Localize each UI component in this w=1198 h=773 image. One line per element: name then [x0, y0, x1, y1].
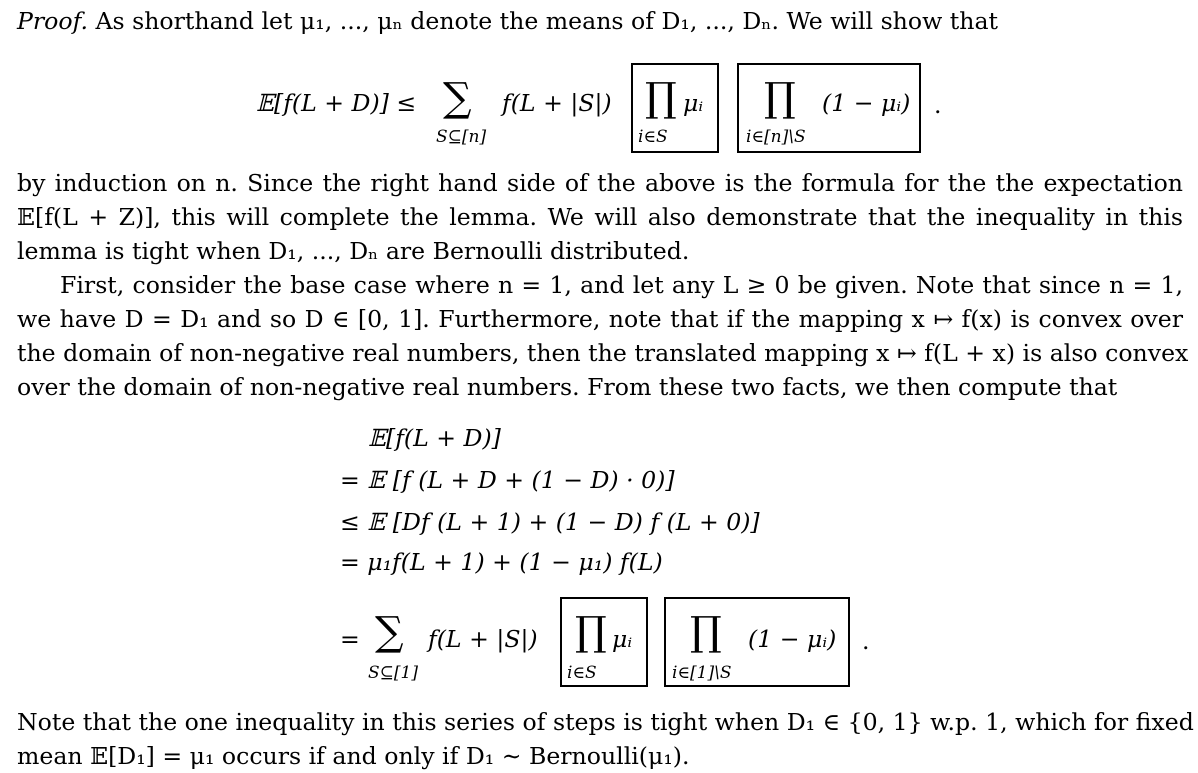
para3-line-2: mean 𝔼[D₁] = μ₁ occurs if and only if D₁ ∼ Bernoulli(μ₁). [17, 742, 690, 770]
eq1-term: f(L + |S|) [502, 89, 612, 117]
eq1-prod2-var: (1 − μᵢ) [822, 89, 911, 117]
eq2-prod1-subscript: i∈S [567, 663, 597, 683]
eq2-prod1-var: μᵢ [612, 625, 633, 653]
para1-line-3: lemma is tight when D₁, ..., Dₙ are Bernoulli distributed. [17, 237, 690, 265]
eq1-lhs: 𝔼[f(L + D)] ≤ [256, 89, 417, 117]
eq1-prod2-symbol: ∏ [764, 75, 796, 121]
eq2-prod2-symbol: ∏ [690, 609, 722, 655]
para2-line-3: the domain of non-negative real numbers, then the translated mapping x ↦ f(L + x) is also convex [17, 339, 1189, 367]
eq2-prod2-subscript: i∈[1]\S [672, 663, 732, 683]
eq1-prod1-subscript: i∈S [638, 127, 668, 147]
eq1-prod1-var: μᵢ [683, 89, 704, 117]
eq2-prod1-symbol: ∏ [575, 609, 607, 655]
para2-line-1: First, consider the base case where n = 1, and let any L ≥ 0 be given. Note that since n = 1, [60, 271, 1183, 299]
eq2-term: f(L + |S|) [428, 625, 538, 653]
eq1-sum-subscript: S⊆[n] [436, 127, 487, 147]
eq2-lhs: = [340, 625, 360, 653]
eq1-prod1-symbol: ∏ [645, 75, 677, 121]
eq2-prod2-var: (1 − μᵢ) [748, 625, 837, 653]
intro-line [17, 4, 1183, 38]
eq1-sum-symbol: ∑ [443, 75, 472, 121]
para2-line-2: we have D = D₁ and so D ∈ [0, 1]. Furthermore, note that if the mapping x ↦ f(x) is convex over [17, 305, 1183, 333]
eq1-period: . [934, 91, 942, 119]
para1-line-1: by induction on n. Since the right hand side of the above is the formula for the the expectation [17, 169, 1183, 197]
align-line-2: = 𝔼 [f (L + D + (1 − D) · 0)] [340, 466, 675, 494]
para2-line-4: over the domain of non-negative real numbers. From these two facts, we then compute that [17, 373, 1118, 401]
eq2-sum-symbol: ∑ [375, 609, 404, 655]
align-line-1: 𝔼[f(L + D)] [368, 424, 501, 452]
align-line-3: ≤ 𝔼 [Df (L + 1) + (1 − D) f (L + 0)] [340, 508, 760, 536]
eq1-prod2-subscript: i∈[n]\S [746, 127, 806, 147]
para3-line-1: Note that the one inequality in this series of steps is tight when D₁ ∈ {0, 1} w.p. 1, which for fixed [17, 708, 1194, 736]
align-line-4: = μ₁f(L + 1) + (1 − μ₁) f(L) [340, 548, 663, 576]
proof-label: Proof. [17, 7, 88, 35]
intro-text: As shorthand let μ₁, ..., μₙ denote the means of D₁, ..., Dₙ. We will show that [95, 7, 998, 35]
eq2-period: . [862, 627, 870, 655]
para1-line-2: 𝔼[f(L + Z)], this will complete the lemma. We will also demonstrate that the inequality in this [17, 203, 1183, 231]
eq2-sum-subscript: S⊆[1] [368, 663, 418, 683]
